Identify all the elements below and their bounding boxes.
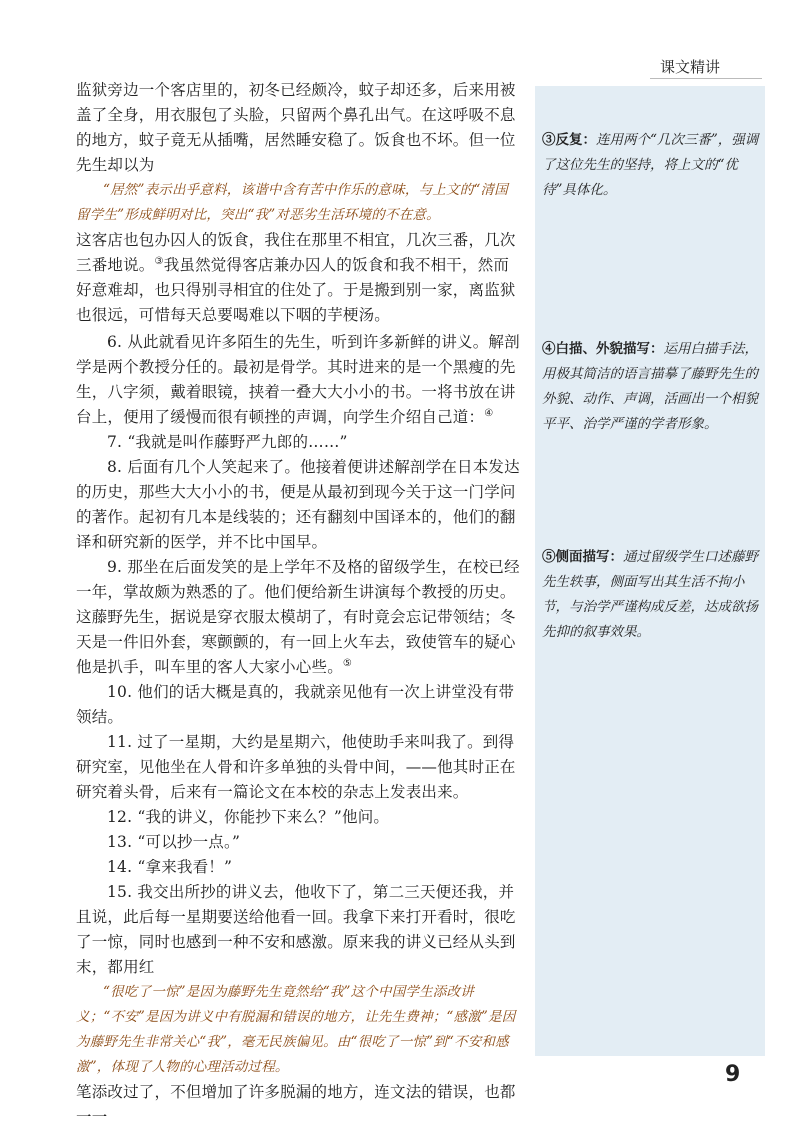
paragraph-13: 13. “可以抄一点。” xyxy=(107,833,241,851)
note-marker-5: ⑤ xyxy=(342,657,353,669)
paragraph-10: 10. 他们的话大概是真的，我就亲见他有一次上讲堂没有带领结。 xyxy=(76,683,515,726)
paragraph-7: 7. “我就是叫作藤野严九郎的……” xyxy=(107,433,348,451)
side-note-4-text: 运用白描手法，用极其简洁的语言描摹了藤野先生的外貌、动作、声调，活画出一个相貌平平、治学严谨的学者形象。 xyxy=(542,341,758,432)
side-note-3 xyxy=(542,128,760,203)
paragraph-11: 11. 过了一星期，大约是星期六，他使助手来叫我了。到得研究室，见他坐在人骨和许多单独的头骨中间，——他其时正在研究着头骨，后来有一篇论文在本校的杂志上发表出来。 xyxy=(76,733,516,801)
paragraph-last: 笔添改过了，不但增加了许多脱漏的地方，连文法的错误，也都一一 xyxy=(76,1083,516,1126)
annotation-note-2: “很吃了一惊”是因为藤野先生竟然给“我”这个中国学生添改讲义；“不安”是因为讲义中有脱漏和错误的地方，让先生费神；“感激”是因为藤野先生非常关心“我”，毫无民族偏见。由“很吃了一惊”到“不安和感激”，体现了人物的心理活动过程。 xyxy=(76,984,516,1075)
side-note-3-term: ③反复： xyxy=(542,132,596,148)
side-note-5 xyxy=(542,545,760,645)
paragraph-continued xyxy=(76,228,520,328)
paragraph-continued-text-2: 我虽然觉得客店兼办囚人的饭食和我不相干，然而好意难却，也只得别寻相宜的住处了。于是搬到别一家，离监狱也很远，可惜每天总要喝难以下咽的芋梗汤。 xyxy=(76,256,516,324)
note-marker-3: ③ xyxy=(154,255,164,267)
paragraph-8: 8. 后面有几个人笑起来了。他接着便讲述解剖学在日本发达的历史，那些大大小小的书，便是从最初到现今关于这一门学问的著作。起初有几本是线装的；还有翻刻中国译本的，他们的翻译和研究新的医学，并不比中国早。 xyxy=(76,458,520,551)
paragraph-15: 15. 我交出所抄的讲义去，他收下了，第二三天便还我，并且说，此后每一星期要送给他看一回。我拿下来打开看时，很吃了一惊，同时也感到一种不安和感激。原来我的讲义已经从头到末，都用红 xyxy=(76,883,516,976)
paragraph-continued-text: 这客店也包办囚人的饭食，我住在那里不相宜，几次三番，几次三番地说。 xyxy=(76,231,516,274)
main-text xyxy=(76,78,520,1130)
section-title: 课文精讲 xyxy=(660,58,721,76)
side-note-3-text: 连用两个“几次三番”，强调了这位先生的坚持，将上文的“优待”具体化。 xyxy=(542,132,759,198)
paragraph-9-text: 9. 那坐在后面发笑的是上学年不及格的留级学生，在校已经一年，掌故颇为熟悉的了。他们便给新生讲演每个教授的历史。这藤野先生，据说是穿衣服太模胡了，有时竟会忘记带领结；冬天是一件旧外套，寒颤颤的，有一回上火车去，致使管车的疑心他是扒手，叫车里的客人大家小心些。 xyxy=(76,558,520,676)
paragraph-14: 14. “拿来我看！” xyxy=(107,858,233,876)
paragraph-12: 12. “我的讲义，你能抄下来么？”他问。 xyxy=(107,808,390,826)
page-number: 9 xyxy=(725,1062,741,1087)
side-note-4-term: ④白描、外貌描写： xyxy=(542,341,664,357)
side-note-4 xyxy=(542,337,760,437)
annotation-note-1: “居然”表示出乎意料，该谐中含有苦中作乐的意味，与上文的“清国留学生”形成鲜明对比，突出“我”对恶劣生活环境的不在意。 xyxy=(76,182,508,223)
header-rule xyxy=(650,78,762,79)
paragraph-6 xyxy=(76,330,520,430)
paragraph-6-text: 6. 从此就看见许多陌生的先生，听到许多新鲜的讲义。解剖学是两个教授分任的。最初是骨学。其时进来的是一个黑瘦的先生，八字须，戴着眼镜，挟着一叠大大小小的书。一将书放在讲台上，便用了缓慢而很有顿挫的声调，向学生介绍自己道： xyxy=(76,333,520,426)
side-note-5-term: ⑤侧面描写： xyxy=(542,549,623,565)
paragraph-intro: 监狱旁边一个客店里的，初冬已经颇冷，蚊子却还多，后来用被盖了全身，用衣服包了头脸，只留两个鼻孔出气。在这呼吸不息的地方，蚊子竟无从插嘴，居然睡安稳了。饭食也不坏。但一位先生却以为 xyxy=(76,81,516,174)
side-note-5-text: 通过留级学生口述藤野先生轶事，侧面写出其生活不拘小节，与治学严谨构成反差，达成欲扬先抑的叙事效果。 xyxy=(542,549,758,640)
note-marker-4: ④ xyxy=(484,407,494,419)
paragraph-9 xyxy=(76,555,520,680)
